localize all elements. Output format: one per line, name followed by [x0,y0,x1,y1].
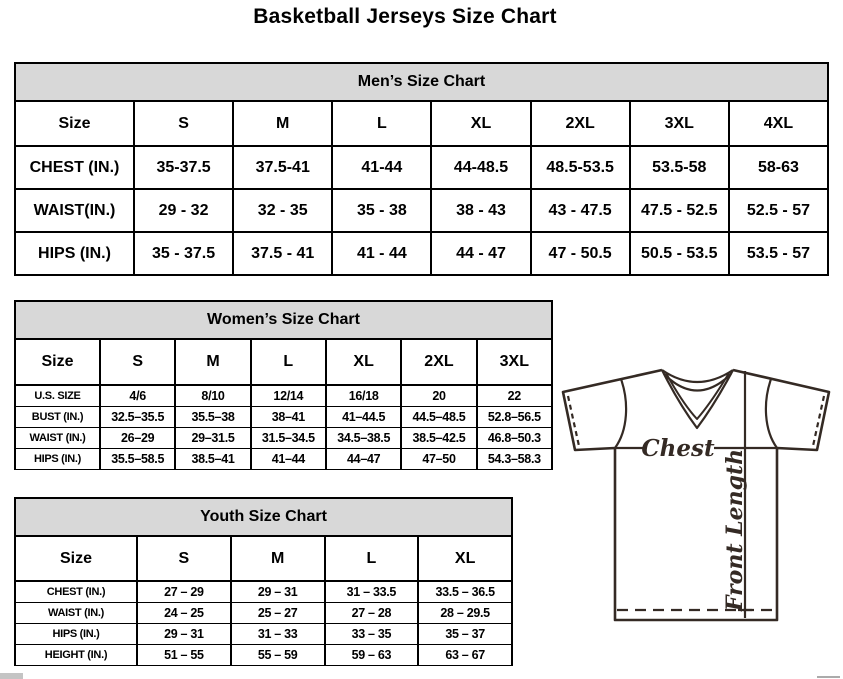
size-value-cell: 34.5–38.5 [326,428,401,449]
size-value-cell: 32 - 35 [233,189,332,232]
scrollbar-fragment-right [817,676,840,678]
size-value-cell: 53.5 - 57 [729,232,828,275]
size-value-cell: 35.5–58.5 [100,449,175,470]
chest-label: Chest [641,435,715,462]
size-value-cell: 12/14 [251,385,326,407]
column-header: M [233,101,332,146]
table-row [15,232,828,275]
size-value-cell: 35.5–38 [175,407,250,428]
mens-table-body [15,146,828,275]
column-header: M [175,339,250,385]
column-header: XL [418,536,512,581]
row-label: CHEST (IN.) [15,581,137,603]
size-value-cell: 44.5–48.5 [401,407,476,428]
size-value-cell: 29 – 31 [231,581,325,603]
size-value-cell: 55 – 59 [231,645,325,666]
column-header: L [251,339,326,385]
size-value-cell: 44-48.5 [431,146,530,189]
size-value-cell: 48.5-53.5 [531,146,630,189]
size-value-cell: 32.5–35.5 [100,407,175,428]
column-header: 2XL [531,101,630,146]
row-label: BUST (IN.) [15,407,100,428]
size-value-cell: 35-37.5 [134,146,233,189]
size-value-cell: 29 – 31 [137,624,231,645]
size-value-cell: 8/10 [175,385,250,407]
womens-size-table [14,338,553,470]
size-corner-header: Size [15,101,134,146]
table-row [15,189,828,232]
column-header: L [332,101,431,146]
size-value-cell: 47.5 - 52.5 [630,189,729,232]
armhole-seam-left [615,379,626,448]
mens-header-row [15,101,828,146]
column-header: M [231,536,325,581]
table-row [15,407,552,428]
size-value-cell: 24 – 25 [137,603,231,624]
column-header: XL [326,339,401,385]
jersey-outline-shape [563,370,829,620]
size-value-cell: 31.5–34.5 [251,428,326,449]
mens-chart-title: Men’s Size Chart [14,62,829,100]
size-value-cell: 41 - 44 [332,232,431,275]
row-label: HIPS (IN.) [15,449,100,470]
size-value-cell: 29 - 32 [134,189,233,232]
size-value-cell: 47 - 50.5 [531,232,630,275]
youth-table-body [15,581,512,666]
size-value-cell: 47–50 [401,449,476,470]
row-label: U.S. SIZE [15,385,100,407]
size-value-cell: 4/6 [100,385,175,407]
mens-size-table [14,100,829,276]
youth-size-chart-section [14,497,513,666]
youth-chart-title: Youth Size Chart [14,497,513,535]
size-value-cell: 41-44 [332,146,431,189]
womens-table-body [15,385,552,470]
column-header: S [134,101,233,146]
column-header: XL [431,101,530,146]
size-value-cell: 33.5 – 36.5 [418,581,512,603]
womens-header-row [15,339,552,385]
row-label: HIPS (IN.) [15,232,134,275]
size-value-cell: 35 - 38 [332,189,431,232]
size-value-cell: 52.5 - 57 [729,189,828,232]
size-value-cell: 29–31.5 [175,428,250,449]
column-header: 3XL [630,101,729,146]
table-row [15,624,512,645]
row-label: HIPS (IN.) [15,624,137,645]
table-row [15,581,512,603]
size-value-cell: 44 - 47 [431,232,530,275]
size-value-cell: 37.5-41 [233,146,332,189]
womens-size-chart-section [14,300,553,470]
column-header: S [137,536,231,581]
table-row [15,385,552,407]
row-label: WAIST (IN.) [15,428,100,449]
column-header: 3XL [477,339,552,385]
size-value-cell: 46.8–50.3 [477,428,552,449]
size-value-cell: 43 - 47.5 [531,189,630,232]
row-label: WAIST(IN.) [15,189,134,232]
page-title: Basketball Jerseys Size Chart [253,5,557,28]
size-value-cell: 58-63 [729,146,828,189]
youth-header-row [15,536,512,581]
row-label: HEIGHT (IN.) [15,645,137,666]
size-value-cell: 22 [477,385,552,407]
size-corner-header: Size [15,339,100,385]
row-label: CHEST (IN.) [15,146,134,189]
size-corner-header: Size [15,536,137,581]
size-value-cell: 63 – 67 [418,645,512,666]
row-label: WAIST (IN.) [15,603,137,624]
size-value-cell: 38 - 43 [431,189,530,232]
size-value-cell: 31 – 33 [231,624,325,645]
size-value-cell: 27 – 29 [137,581,231,603]
scrollbar-fragment-left [0,673,23,679]
table-row [15,449,552,470]
table-row [15,146,828,189]
column-header: 2XL [401,339,476,385]
size-value-cell: 35 - 37.5 [134,232,233,275]
size-value-cell: 26–29 [100,428,175,449]
size-value-cell: 50.5 - 53.5 [630,232,729,275]
size-value-cell: 38–41 [251,407,326,428]
size-value-cell: 41–44.5 [326,407,401,428]
size-value-cell: 53.5-58 [630,146,729,189]
size-value-cell: 27 – 28 [325,603,419,624]
size-value-cell: 59 – 63 [325,645,419,666]
size-value-cell: 38.5–42.5 [401,428,476,449]
jersey-measurement-diagram [558,360,834,630]
armhole-seam-right [766,379,777,448]
size-value-cell: 35 – 37 [418,624,512,645]
column-header: 4XL [729,101,828,146]
size-value-cell: 28 – 29.5 [418,603,512,624]
size-value-cell: 25 – 27 [231,603,325,624]
table-row [15,645,512,666]
column-header: L [325,536,419,581]
size-value-cell: 33 – 35 [325,624,419,645]
womens-chart-title: Women’s Size Chart [14,300,553,338]
size-value-cell: 52.8–56.5 [477,407,552,428]
table-row [15,603,512,624]
youth-size-table [14,535,513,666]
size-value-cell: 37.5 - 41 [233,232,332,275]
size-value-cell: 51 – 55 [137,645,231,666]
column-header: S [100,339,175,385]
size-value-cell: 54.3–58.3 [477,449,552,470]
mens-size-chart-section [14,62,829,276]
size-value-cell: 38.5–41 [175,449,250,470]
size-value-cell: 44–47 [326,449,401,470]
size-value-cell: 41–44 [251,449,326,470]
size-value-cell: 31 – 33.5 [325,581,419,603]
size-value-cell: 16/18 [326,385,401,407]
front-length-label: Front Length [722,448,748,612]
size-value-cell: 20 [401,385,476,407]
table-row [15,428,552,449]
